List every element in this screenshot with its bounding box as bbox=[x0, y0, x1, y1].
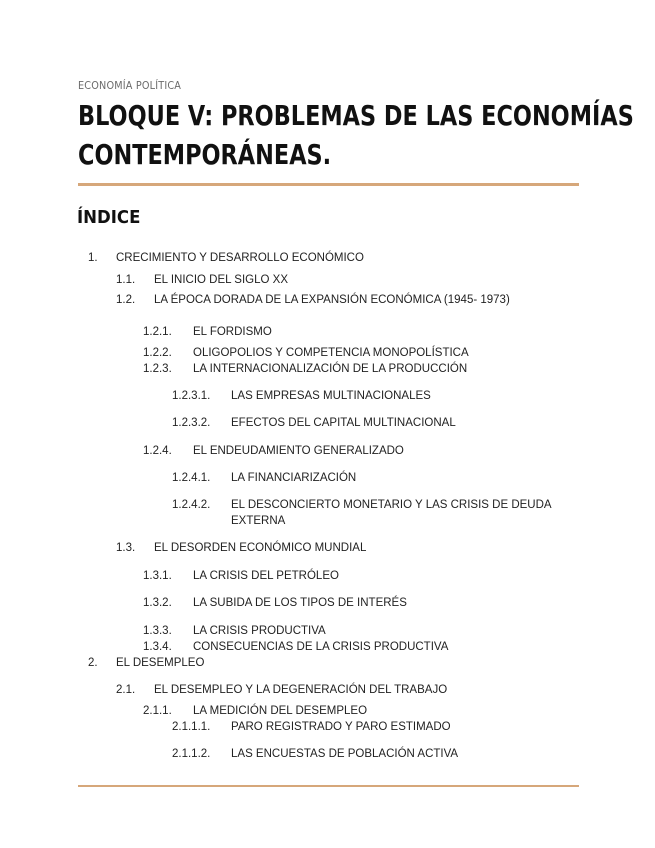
toc-entry-title: LA FINANCIARIZACIÓN bbox=[231, 472, 357, 484]
toc-entry-number: 1.3.2. bbox=[143, 597, 172, 609]
footer-divider bbox=[78, 785, 579, 787]
toc-entry-title: EL INICIO DEL SIGLO XX bbox=[154, 274, 288, 286]
toc-entry-number: 1.2.3. bbox=[143, 363, 172, 375]
toc-entry-title: EL DESEMPLEO Y LA DEGENERACIÓN DEL TRABAJO bbox=[154, 684, 448, 696]
toc-entry-number: 1.2.3.1. bbox=[172, 390, 211, 402]
toc-entry-title: EL DESORDEN ECONÓMICO MUNDIAL bbox=[154, 542, 367, 554]
toc-entry-number: 2.1.1.1. bbox=[172, 721, 211, 733]
toc-entry-title: LA CRISIS DEL PETRÓLEO bbox=[193, 570, 339, 582]
toc-entry-title: LA INTERNACIONALIZACIÓN DE LA PRODUCCIÓN bbox=[193, 363, 468, 375]
toc-entry-number: 1.2.4. bbox=[143, 445, 172, 457]
toc-entry-number: 1.2.1. bbox=[143, 326, 172, 338]
toc-entry-number: 2. bbox=[88, 657, 98, 669]
toc-entry-title: LA MEDICIÓN DEL DESEMPLEO bbox=[193, 705, 368, 717]
toc-entry-number: 1.3. bbox=[116, 542, 136, 554]
toc-entry-number: 1.1. bbox=[116, 274, 136, 286]
toc-heading: ÍNDICE bbox=[77, 207, 141, 228]
page-title-line-1: BLOQUE V: PROBLEMAS DE LAS ECONOMÍAS bbox=[78, 99, 634, 132]
toc-entry-number: 1.2.4.2. bbox=[172, 499, 211, 511]
toc-entry-title: PARO REGISTRADO Y PARO ESTIMADO bbox=[231, 721, 451, 733]
toc-entry-title: EL DESCONCIERTO MONETARIO Y LAS CRISIS DE DEUDA EXTERNA bbox=[231, 499, 551, 527]
toc-entry-title: EL FORDISMO bbox=[193, 326, 272, 338]
toc-entry-title: OLIGOPOLIOS Y COMPETENCIA MONOPOLÍSTICA bbox=[193, 347, 469, 359]
page-title-line-2: CONTEMPORÁNEAS. bbox=[78, 138, 332, 171]
toc-entry-title: LAS EMPRESAS MULTINACIONALES bbox=[231, 390, 431, 402]
page-kicker: ECONOMÍA POLÍTICA bbox=[78, 79, 182, 92]
toc-entry-number: 1.3.3. bbox=[143, 625, 172, 637]
toc-entry-number: 1.2.2. bbox=[143, 347, 172, 359]
toc-entry-number: 1.3.4. bbox=[143, 641, 172, 653]
toc-entry-title: EL ENDEUDAMIENTO GENERALIZADO bbox=[193, 445, 404, 457]
toc-entry-number: 1.2. bbox=[116, 294, 136, 306]
toc-entry-number: 1.2.4.1. bbox=[172, 472, 211, 484]
toc-entry-title: LA SUBIDA DE LOS TIPOS DE INTERÉS bbox=[193, 597, 407, 609]
toc-entry-title: LA ÉPOCA DORADA DE LA EXPANSIÓN ECONÓMICA (1945- 1973) bbox=[154, 294, 510, 306]
toc-entry-title: EFECTOS DEL CAPITAL MULTINACIONAL bbox=[231, 417, 456, 429]
toc-entry-title: LA CRISIS PRODUCTIVA bbox=[193, 625, 326, 637]
toc-entry-title: CRECIMIENTO Y DESARROLLO ECONÓMICO bbox=[116, 252, 364, 264]
toc-entry-number: 1. bbox=[88, 252, 98, 264]
toc-entry-title: CONSECUENCIAS DE LA CRISIS PRODUCTIVA bbox=[193, 641, 449, 653]
toc-entry-number: 1.3.1. bbox=[143, 570, 172, 582]
title-divider bbox=[78, 183, 579, 186]
page-title bbox=[78, 96, 634, 174]
toc-entry-number: 2.1.1. bbox=[143, 705, 172, 717]
toc-entry-title: EL DESEMPLEO bbox=[116, 657, 205, 669]
toc-entry-title: LAS ENCUESTAS DE POBLACIÓN ACTIVA bbox=[231, 748, 459, 760]
toc-entry-number: 2.1.1.2. bbox=[172, 748, 211, 760]
toc-entry-number: 2.1. bbox=[116, 684, 136, 696]
toc-entry-number: 1.2.3.2. bbox=[172, 417, 211, 429]
